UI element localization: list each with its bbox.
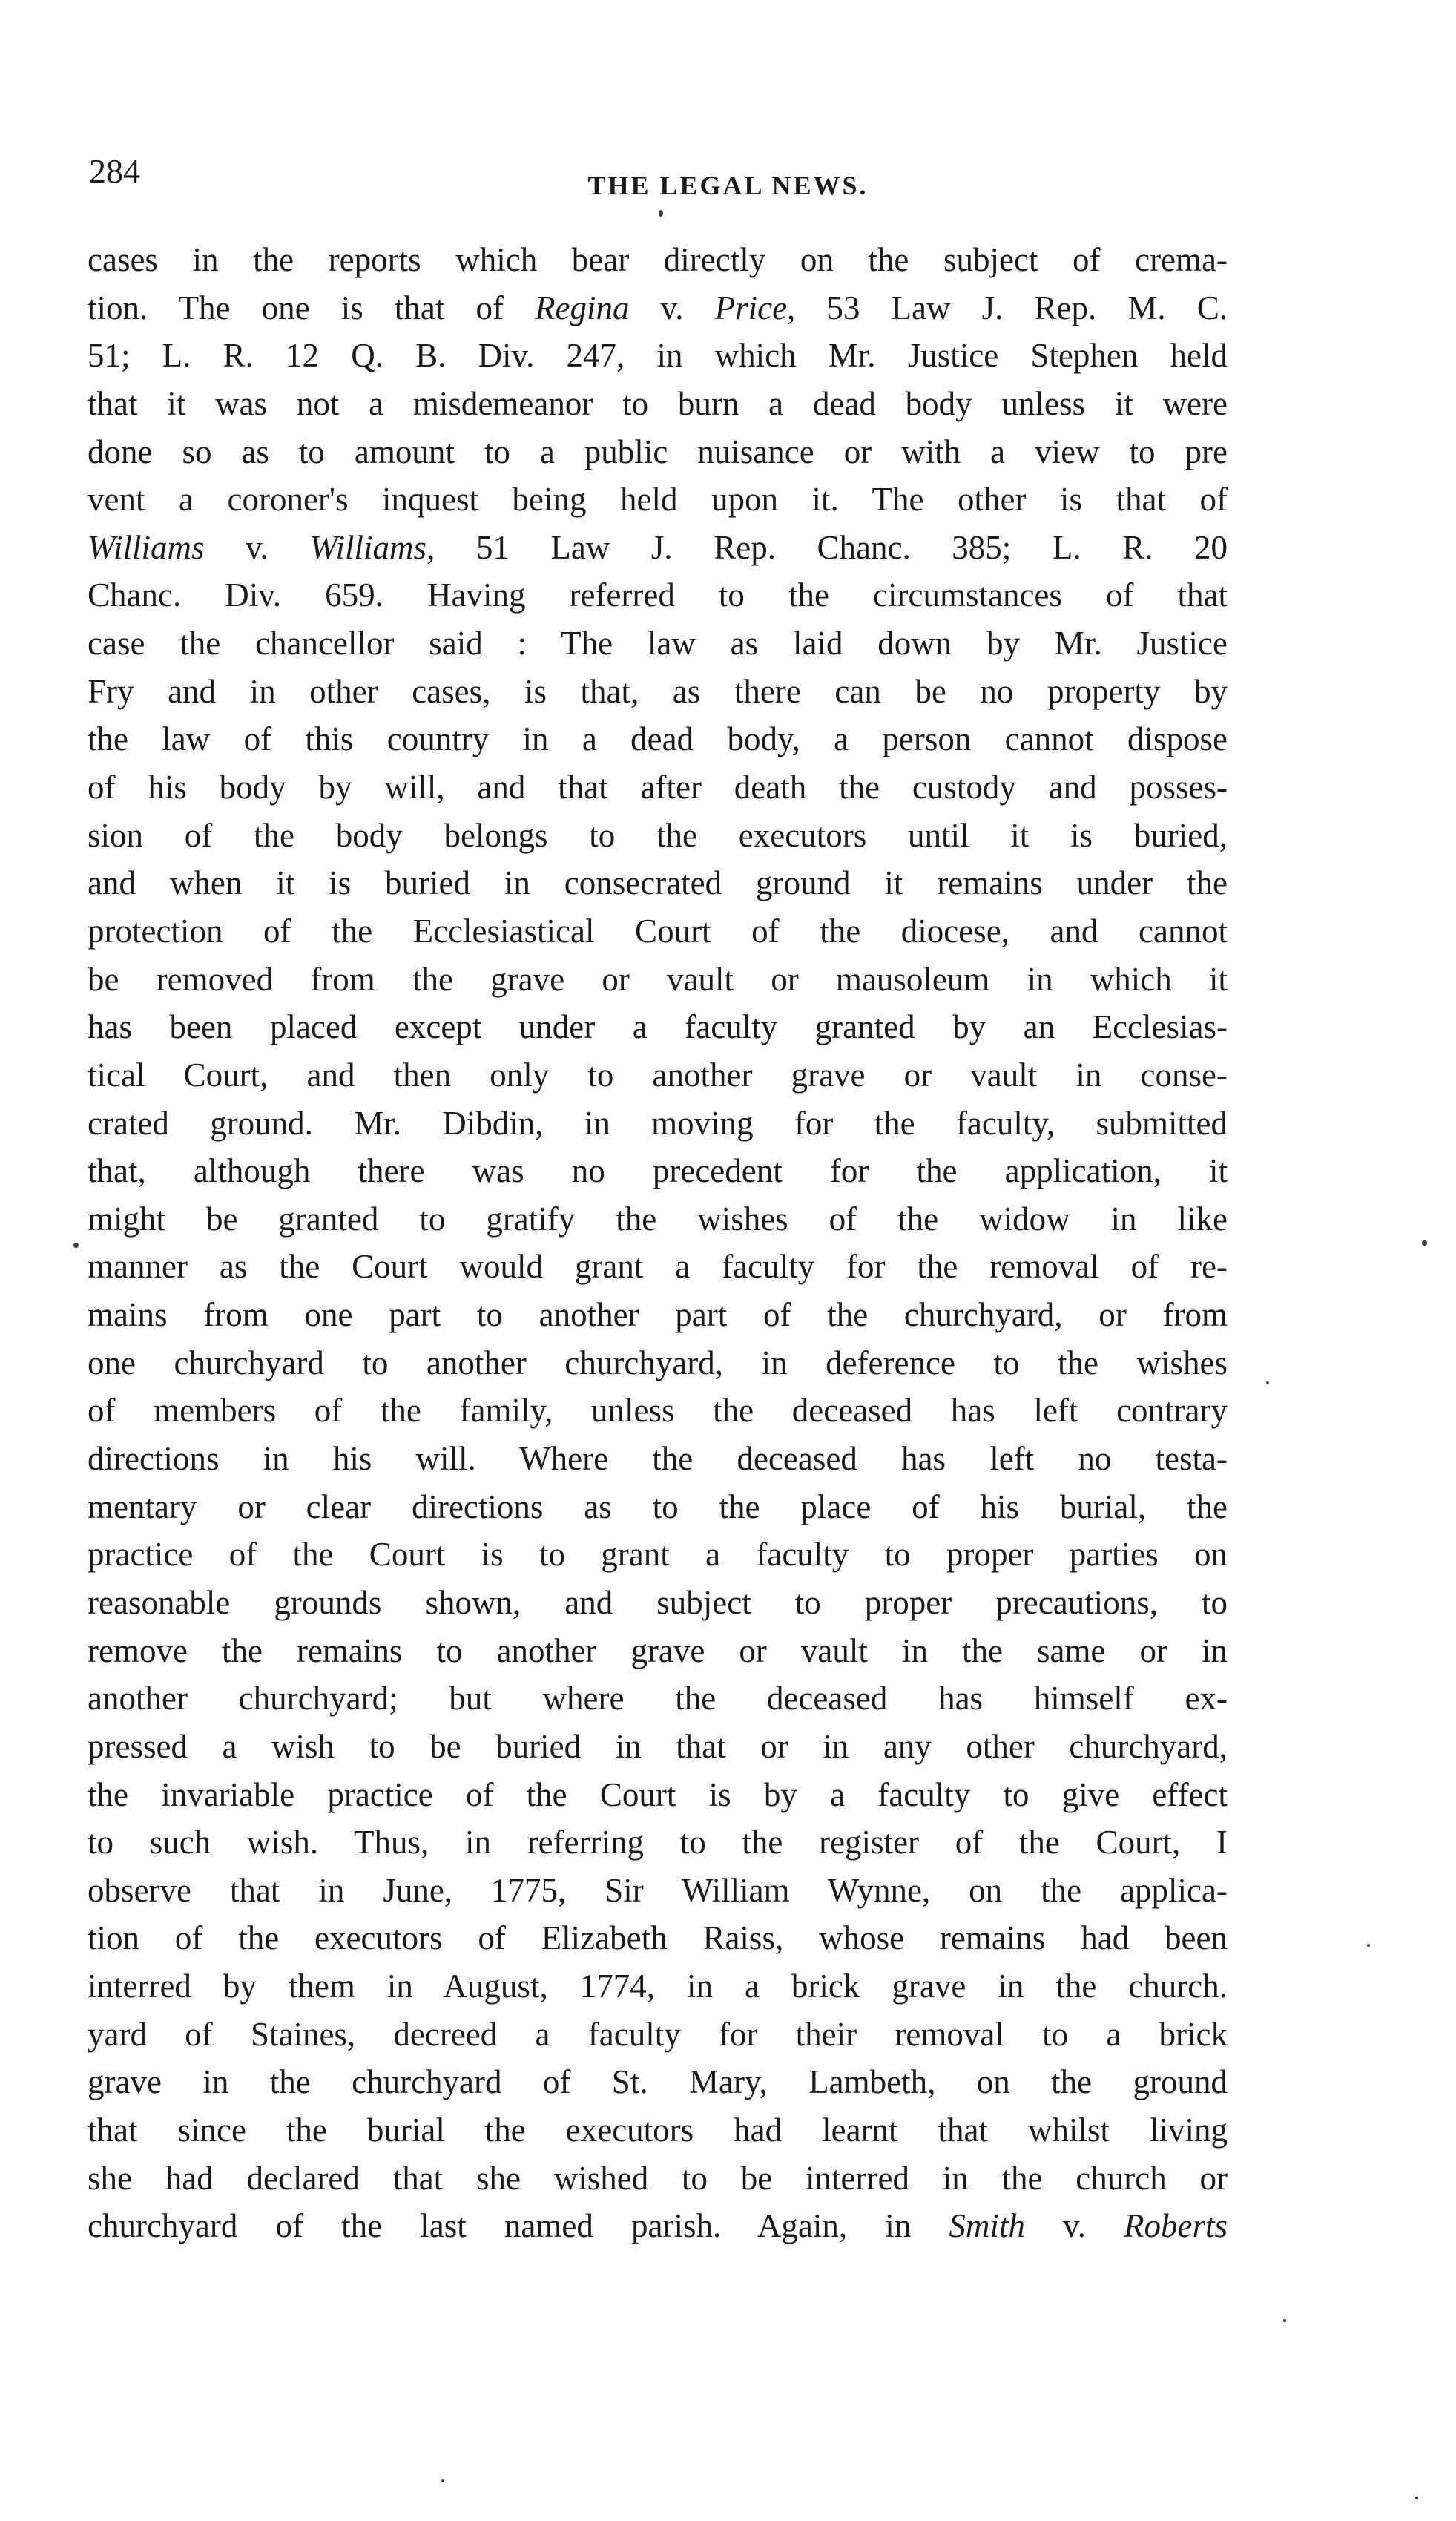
- text-line: interred by them in August, 1774, in a brick grave in the church.: [88, 1968, 1228, 2005]
- text-line: case the chancellor said : The law as laid down by Mr. Justice: [88, 625, 1228, 663]
- text-line: Chanc. Div. 659. Having referred to the circumstances of that: [88, 576, 1228, 614]
- body-text: [88, 236, 1228, 2250]
- text-line: to such wish. Thus, in referring to the register of the Court, I: [88, 1824, 1228, 1861]
- text-line: of members of the family, unless the deceased has left contrary: [88, 1392, 1228, 1430]
- case-name: Regina: [535, 289, 630, 326]
- text-line: done so as to amount to a public nuisance or with a view to pre: [88, 433, 1228, 470]
- text-line: has been placed except under a faculty granted by an Ecclesias-: [88, 1008, 1228, 1046]
- case-name: Williams: [309, 528, 427, 566]
- text-line: pressed a wish to be buried in that or in any other churchyard,: [88, 1727, 1228, 1765]
- text-line: mentary or clear directions as to the place of his burial, the: [88, 1488, 1228, 1525]
- text-line: practice of the Court is to grant a faculty to proper parties on: [88, 1536, 1228, 1574]
- text-line: sion of the body belongs to the executors until it is buried,: [88, 816, 1228, 854]
- scan-speck: [1266, 1381, 1269, 1384]
- text-line: another churchyard; but where the deceased has himself ex-: [88, 1680, 1228, 1718]
- text-line: the invariable practice of the Court is by a faculty to give effect: [88, 1775, 1228, 1813]
- scan-speck: [659, 210, 663, 217]
- text-line: churchyard of the last named parish. Again, in Smith v. Roberts: [88, 2207, 1228, 2245]
- text-line: tical Court, and then only to another grave or vault in conse-: [88, 1056, 1228, 1094]
- text-line: tion. The one is that of Regina v. Price, 53 Law J. Rep. M. C.: [88, 289, 1228, 326]
- text-line: protection of the Ecclesiastical Court of the diocese, and cannot: [88, 912, 1228, 950]
- text-line: yard of Staines, decreed a faculty for their removal to a brick: [88, 2015, 1228, 2053]
- scan-speck: [1422, 1240, 1427, 1246]
- text-line: that, although there was no precedent for the application, it: [88, 1152, 1228, 1190]
- text-line: remove the remains to another grave or vault in the same or in: [88, 1631, 1228, 1669]
- text-line: manner as the Court would grant a faculty for the removal of re-: [88, 1248, 1228, 1286]
- page-number: 284: [89, 152, 140, 190]
- text-line: reasonable grounds shown, and subject to proper precautions, to: [88, 1583, 1228, 1621]
- text-line: vent a coroner's inquest being held upon it. The other is that of: [88, 481, 1228, 519]
- text-line: that it was not a misdemeanor to burn a dead body unless it were: [88, 384, 1228, 422]
- case-name: Roberts: [1124, 2207, 1228, 2245]
- text-line: and when it is buried in consecrated ground it remains under the: [88, 864, 1228, 902]
- case-name: Smith: [949, 2207, 1025, 2245]
- text-line: mains from one part to another part of the churchyard, or from: [88, 1296, 1228, 1334]
- scan-speck: [1367, 1944, 1370, 1947]
- scan-speck: [441, 2479, 444, 2482]
- text-line: Fry and in other cases, is that, as there can be no property by: [88, 672, 1228, 710]
- text-line: 51; L. R. 12 Q. B. Div. 247, in which Mr. Justice Stephen held: [88, 337, 1228, 375]
- text-line: of his body by will, and that after death the custody and posses-: [88, 769, 1228, 806]
- text-line: grave in the churchyard of St. Mary, Lambeth, on the ground: [88, 2063, 1228, 2101]
- text-line: Williams v. Williams, 51 Law J. Rep. Chanc. 385; L. R. 20: [88, 528, 1228, 566]
- case-name: Price: [714, 289, 788, 326]
- case-name: Williams: [88, 528, 205, 566]
- text-line: crated ground. Mr. Dibdin, in moving for the faculty, submitted: [88, 1104, 1228, 1142]
- text-line: the law of this country in a dead body, a person cannot dispose: [88, 720, 1228, 758]
- running-title: THE LEGAL NEWS.: [587, 171, 869, 200]
- text-line: cases in the reports which bear directly on the subject of crema-: [88, 241, 1228, 278]
- text-line: be removed from the grave or vault or mausoleum in which it: [88, 960, 1228, 998]
- text-line: observe that in June, 1775, Sir William Wynne, on the applica-: [88, 1871, 1228, 1909]
- text-line: one churchyard to another churchyard, in deference to the wishes: [88, 1344, 1228, 1381]
- scan-speck: [1283, 2319, 1286, 2322]
- text-line: tion of the executors of Elizabeth Raiss, whose remains had been: [88, 1919, 1228, 1957]
- text-line: directions in his will. Where the deceased has left no testa-: [88, 1440, 1228, 1478]
- scan-speck: [73, 1243, 79, 1248]
- scan-speck: [1415, 2497, 1418, 2499]
- text-line: might be granted to gratify the wishes of the widow in like: [88, 1200, 1228, 1238]
- text-line: she had declared that she wished to be interred in the church or: [88, 2159, 1228, 2197]
- text-line: that since the burial the executors had learnt that whilst living: [88, 2111, 1228, 2149]
